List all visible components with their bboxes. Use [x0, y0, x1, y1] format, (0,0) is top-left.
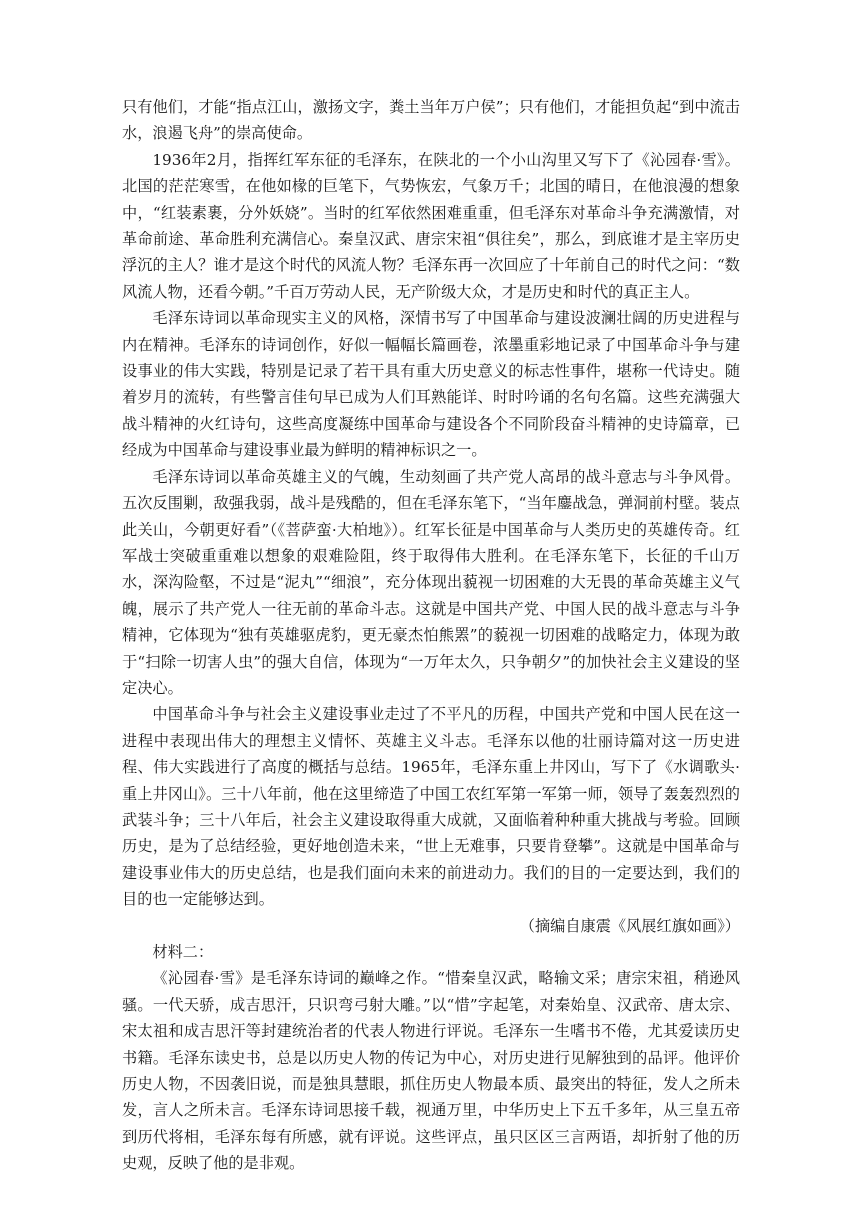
- paragraph-4: 毛泽东诗词以革命英雄主义的气魄，生动刻画了共产党人高昂的战斗意志与斗争风骨。五次反围剿，敌强我弱，战斗是残酷的，但在毛泽东笔下，“当年鏖战急，弹洞前村壁。装点此关山，今朝更好看”（《菩萨蛮·大柏地》）。红军长征是中国革命与人类历史的英雄传奇。红军战士突破重重难以想象的艰难险阻，终于取得伟大胜利。在毛泽东笔下，长征的千山万水，深沟险壑，不过是“泥丸”“细浪”，充分体现出藐视一切困难的大无畏的革命英雄主义气魄，展示了共产党人一往无前的革命斗志。这就是中国共产党、中国人民的战斗意志与斗争精神，它体现为“独有英雄驱虎豹，更无豪杰怕熊罴”的藐视一切困难的战略定力，体现为敢于“扫除一切害人虫”的强大自信，体现为“一万年太久，只争朝夕”的加快社会主义建设的坚定决心。: [122, 467, 740, 697]
- paragraph-1: 只有他们，才能“指点江山，激扬文字，粪土当年万户侯”；只有他们，才能担负起“到中流击水，浪遏飞舟”的崇高使命。: [122, 98, 740, 143]
- material-2-paragraph: 《沁园春·雪》是毛泽东诗词的巅峰之作。“惜秦皇汉武，略输文采；唐宗宋祖，稍逊风骚。一代天骄，成吉思汗，只识弯弓射大雕。”以“惜”字起笔，对秦始皇、汉武帝、唐太宗、宋太祖和成吉思汗等封建统治者的代表人物进行评说。毛泽东一生嗜书不倦，尤其爱读历史书籍。毛泽东读史书，总是以历史人物的传记为中心，对历史进行见解独到的品评。他评价历史人物，不因袭旧说，而是独具慧眼，抓住历史人物最本质、最突出的特征，发人之所未发，言人之所未言。毛泽东诗词思接千载，视通万里，中华历史上下五千多年，从三皇五帝到历代将相，毛泽东每有所感，就有评说。这些评点，虽只区区三言两语，却折射了他的历史观，反映了他的是非观。: [122, 969, 740, 1173]
- paragraph-5: 中国革命斗争与社会主义建设事业走过了不平凡的历程，中国共产党和中国人民在这一进程中表现出伟大的理想主义情怀、英雄主义斗志。毛泽东以他的壮丽诗篇对这一历史进程、伟大实践进行了高度的概括与总结。1965年，毛泽东重上井冈山，写下了《水调歌头·重上井冈山》。三十八年前，他在这里缔造了中国工农红军第一军第一师，领导了轰轰烈烈的武装斗争；三十八年后，社会主义建设取得重大成就，又面临着种种重大挑战与考验。回顾历史，是为了总结经验，更好地创造未来，“世上无难事，只要肯登攀”。这就是中国革命与建设事业伟大的历史总结，也是我们面向未来的前进动力。我们的目的一定要达到，我们的目的也一定能够达到。: [122, 705, 740, 909]
- material-2-heading: 材料二：: [152, 943, 214, 961]
- paragraph-3: 毛泽东诗词以革命现实主义的风格，深情书写了中国革命与建设波澜壮阔的历史进程与内在精神。毛泽东的诗词创作，好似一幅幅长篇画卷，浓墨重彩地记录了中国革命斗争与建设事业的伟大实践，特别是记录了若干具有重大历史意义的标志性事件，堪称一代诗史。随着岁月的流转，有些警言佳句早已成为人们耳熟能详、时时吟诵的名句名篇。这些充满强大战斗精神的火红诗句，这些高度凝练中国革命与建设各个不同阶段奋斗精神的史诗篇章，已经成为中国革命与建设事业最为鲜明的精神标识之一。: [122, 309, 740, 460]
- source-citation: （摘编自康震《风展红旗如画》）: [519, 916, 740, 935]
- document-body: [122, 94, 740, 1177]
- paragraph-2: 1936年2月，指挥红军东征的毛泽东，在陕北的一个小山沟里又写下了《沁园春·雪》。北国的茫茫寒雪，在他如椽的巨笔下，气势恢宏，气象万千；北国的晴日，在他浪漫的想象中，“红装素裹，分外妖娆”。当时的红军依然困难重重，但毛泽东对革命斗争充满激情，对革命前途、革命胜利充满信心。秦皇汉武、唐宗宋祖“俱往矣”，那么，到底谁才是主宰历史浮沉的主人？谁才是这个时代的风流人物？毛泽东再一次回应了十年前自己的时代之问：“数风流人物，还看今朝。”千百万劳动人民，无产阶级大众，才是历史和时代的真正主人。: [122, 150, 740, 301]
